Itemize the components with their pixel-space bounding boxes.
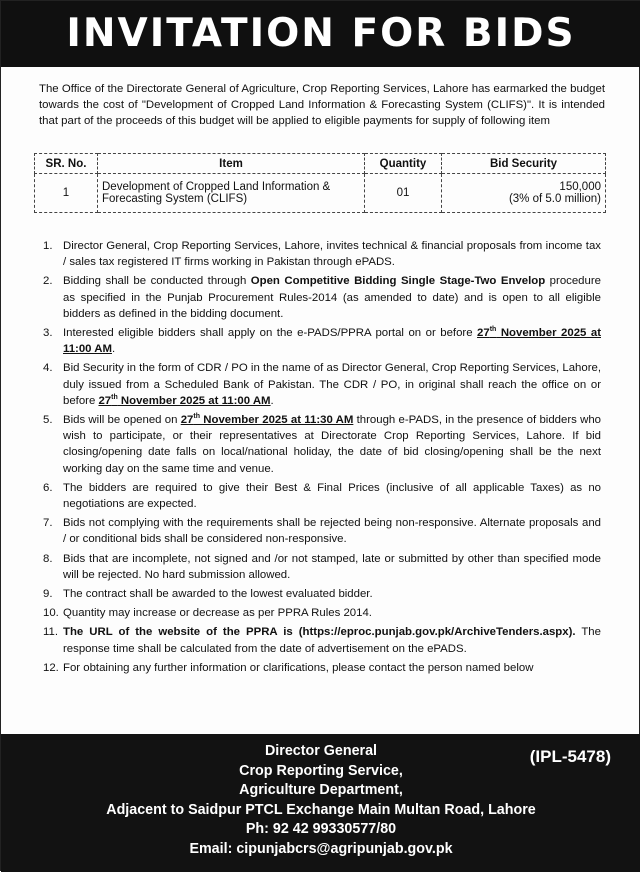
ppra-url: The URL of the website of the PPRA is (https://eproc.punjab.gov.pk/ArchiveTenders.aspx).	[63, 626, 576, 639]
contact-footer	[1, 734, 640, 872]
contact-email: Email: cipunjabcrs@agripunjab.gov.pk	[189, 840, 453, 857]
col-quantity: Quantity	[365, 154, 442, 174]
item-text: For obtaining any further information or clarifications, please contact the person named below	[63, 661, 534, 674]
list-item	[41, 412, 601, 477]
deadline-date: 27th November 2025 at 11:00 AM	[63, 326, 601, 356]
bid-note: (3% of 5.0 million)	[508, 193, 601, 205]
deadline-date: 27th November 2025 at 11:00 AM	[98, 394, 271, 407]
item-text: .	[270, 394, 274, 407]
page-title: INVITATION FOR BIDS	[66, 11, 576, 56]
item-number: 1.	[43, 240, 53, 252]
list-item	[41, 480, 601, 512]
table-row	[35, 174, 606, 213]
item-text: Bids not complying with the requirements shall be rejected being non-responsive. Alternate proposals and / or conditional bids shall be considered non-responsive.	[63, 517, 601, 546]
opening-date: 27th November 2025 at 11:30 AM	[180, 413, 354, 427]
item-number: 12.	[43, 661, 59, 674]
item-text: procedure as specified in the Punjab Procurement Rules-2014 (as amended to date) and is open to all eligible bidders as defined in the bidding document.	[63, 275, 601, 320]
list-item	[41, 660, 601, 676]
table-header-row	[35, 154, 606, 174]
list-item	[41, 273, 601, 322]
col-sr-no: SR. No.	[35, 154, 98, 174]
item-text: The bidders are required to give their Best & Final Prices (inclusive of all applicable Taxes) as no negotiations are expected.	[63, 481, 601, 511]
item-number: 8.	[43, 552, 53, 565]
item-number: 7.	[43, 517, 53, 530]
item-text: Interested eligible bidders shall apply on the e-PADS/PPRA portal on or before	[63, 327, 478, 340]
list-item	[41, 624, 601, 656]
item-number: 4.	[43, 362, 53, 375]
item-number: 5.	[43, 414, 53, 427]
bidding-method: Open Competitive Bidding Single Stage-Two Envelop	[250, 275, 546, 288]
item-number: 10.	[43, 607, 59, 620]
terms-list	[41, 238, 601, 679]
contact-ministry: Agriculture Department,	[239, 782, 403, 799]
intro-paragraph: The Office of the Directorate General of Agriculture, Crop Reporting Services, Lahore has earmarked the budget towards the cost of "Development of Cropped Land Information & Forecasting System (CLIFS)". It is intended that part of the proceeds of this budget will be applied to eligible payments for supply of following item	[39, 83, 605, 127]
cell-sr-no: 1	[35, 174, 98, 213]
list-item	[41, 515, 601, 547]
item-number: 2.	[43, 275, 53, 288]
item-number: 6.	[43, 481, 53, 494]
item-text: Bidding shall be conducted through	[63, 275, 251, 288]
cell-quantity: 01	[365, 174, 442, 213]
list-item	[41, 360, 601, 409]
list-item	[41, 586, 601, 602]
items-table	[34, 153, 606, 213]
cell-item: Development of Cropped Land Information & Forecasting System (CLIFS)	[98, 174, 365, 213]
item-text: Bid Security in the form of CDR / PO in the name of as Director General, Crop Reporting Services, Lahore, duly issued from a Scheduled Bank of Pakistan. The CDR / PO, in original shall reach the office on or before	[63, 362, 601, 407]
list-item	[41, 325, 601, 357]
list-item	[41, 605, 601, 621]
contact-phone: Ph: 92 42 99330577/80	[245, 821, 397, 838]
item-text: Director General, Crop Reporting Services, Lahore, invites technical & financial proposals from income tax / sales tax registered IT firms working in Pakistan through ePADS.	[63, 240, 601, 269]
item-number: 9.	[43, 588, 53, 601]
item-text: The contract shall be awarded to the lowest evaluated bidder.	[63, 588, 373, 601]
reference-code: (IPL-5478)	[529, 747, 611, 766]
item-number: 11.	[43, 626, 58, 639]
item-text: The response time shall be calculated from the date of advertisement on the ePADS.	[63, 626, 601, 655]
list-item	[41, 551, 601, 583]
item-text: .	[111, 343, 116, 356]
contact-department: Crop Reporting Service,	[239, 762, 403, 779]
item-text: through e-PADS, in the presence of bidders who wish to participate, or their representatives at Directorate Crop Reporting Services, Lahore. If bid closing/opening date falls on local/national holiday, the date of bid closing/opening shall be the next working day on the same time and venue.	[63, 414, 601, 475]
item-text: Quantity may increase or decrease as per PPRA Rules 2014.	[63, 607, 372, 620]
col-item: Item	[98, 154, 365, 174]
list-item	[41, 238, 601, 270]
col-bid-security: Bid Security	[442, 154, 606, 174]
item-text: Bids will be opened on	[63, 414, 181, 427]
title-banner	[1, 1, 640, 67]
item-text: Bids that are incomplete, not signed and /or not stamped, late or submitted by other than specified mode will be rejected. No hard submission allowed.	[63, 552, 601, 581]
cell-bid-security	[442, 174, 606, 213]
item-number: 3.	[43, 327, 53, 340]
bid-amount: 150,000	[559, 181, 601, 193]
contact-title: Director General	[264, 743, 378, 759]
contact-address: Adjacent to Saidpur PTCL Exchange Main Multan Road, Lahore	[106, 801, 536, 818]
